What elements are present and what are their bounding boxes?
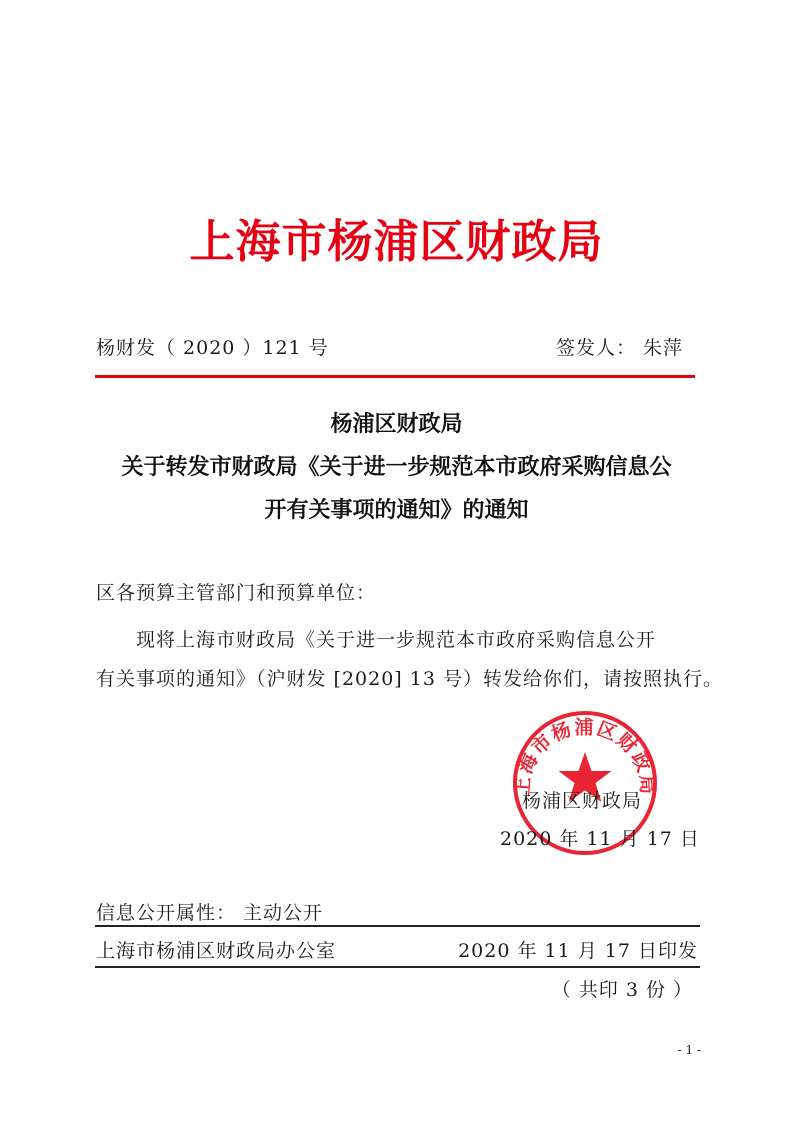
red-divider [95, 375, 695, 378]
seal-text: 上海市杨浦区财政局 [511, 716, 659, 797]
disclosure-attribute: 信息公开属性： 主动公开 [96, 902, 324, 924]
doc-title-line-3: 开有关事项的通知》的通知 [264, 498, 529, 523]
document-number: 杨财发（ 2020 ）121 号 [96, 337, 329, 359]
issuing-office: 上海市杨浦区财政局办公室 [96, 940, 337, 962]
footer-rule-top [95, 925, 700, 927]
doc-title-line-1: 杨浦区财政局 [330, 412, 463, 437]
signature-org: 杨浦区财政局 [522, 790, 643, 812]
copy-count: （ 共印 3 份 ） [551, 979, 693, 1001]
signature-date: 2020 年 11 月 17 日 [500, 828, 700, 850]
org-header: 上海市杨浦区财政局 [189, 215, 604, 268]
print-date: 2020 年 11 月 17 日印发 [458, 940, 698, 962]
salutation: 区各预算主管部门和预算单位： [96, 582, 377, 604]
body-paragraph-line-1: 现将上海市财政局《关于进一步规范本市政府采购信息公开 [136, 629, 657, 651]
page-number: - 1 - [677, 1043, 701, 1057]
signer: 签发人： 朱萍 [555, 337, 683, 359]
footer-rule-bottom [95, 966, 700, 968]
body-paragraph-line-2: 有关事项的通知》（沪财发 [2020] 13 号）转发给你们，请按照执行。 [96, 668, 723, 690]
doc-title-line-2: 关于转发市财政局《关于进一步规范本市政府采购信息公 [121, 455, 672, 480]
